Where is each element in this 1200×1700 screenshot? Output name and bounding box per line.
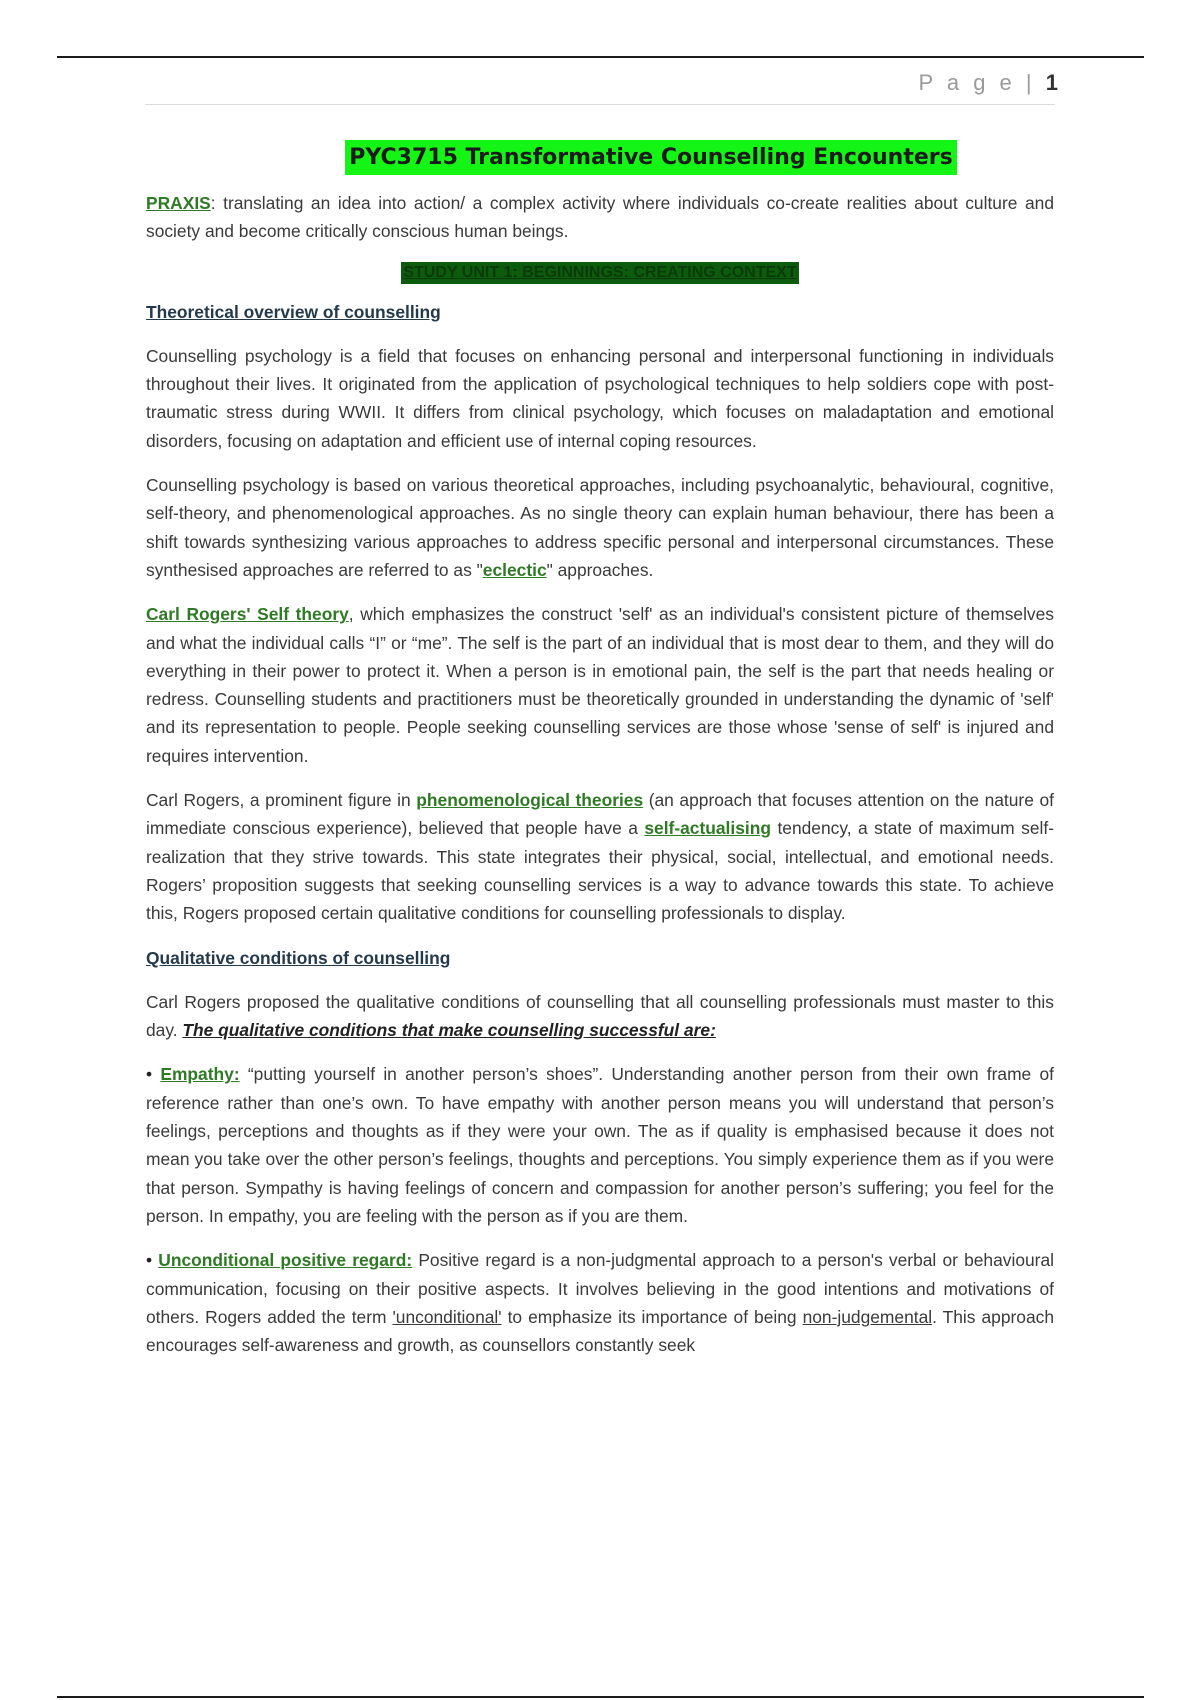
praxis-text: : translating an idea into action/ a complex activity where individuals co-create realities about culture and society and become critically conscious human beings. xyxy=(146,193,1054,242)
text-span: , which emphasizes the construct 'self' as an individual's consistent picture of themselves and what the individual calls “I” or “me”. The self is the part of an individual that is most dear to them, and they will do everything in their power to protect it. When a person is in emotional pain, the self is the part that needs healing or redress. Counselling students and practitioners must be theoretically grounded in understanding the dynamic of 'self' and its representation to people. People seeking counselling services are those whose 'sense of self' is injured and requires intervention. xyxy=(146,604,1054,766)
page-label: P a g e xyxy=(918,70,1016,95)
page-number-value: 1 xyxy=(1045,70,1058,95)
text-span: . This approach encourages self-awareness and growth, as counsellors constantly seek xyxy=(146,1306,1054,1356)
section-heading-conditions xyxy=(146,944,1054,972)
eclectic-term: eclectic xyxy=(482,559,547,580)
study-unit-heading: STUDY UNIT 1: BEGINNINGS: CREATING CONTEXT xyxy=(401,262,798,284)
study-unit-container xyxy=(146,262,1054,284)
section-heading-theory xyxy=(146,298,1054,326)
praxis-paragraph xyxy=(146,189,1054,246)
conditions-emphasis: The qualitative conditions that make counselling successful are: xyxy=(182,1020,716,1041)
paragraph-empathy xyxy=(146,1060,1054,1230)
self-theory-term: Carl Rogers' Self theory xyxy=(146,604,349,625)
text-span: (an approach that focuses attention on the nature of immediate conscious experience), believed that people have a xyxy=(146,790,1054,839)
paragraph-self-theory xyxy=(146,600,1054,770)
document-title: PYC3715 Transformative Counselling Encounters xyxy=(345,140,956,175)
text-span: " approaches. xyxy=(546,559,654,580)
praxis-term: PRAXIS xyxy=(146,193,211,213)
unconditional-term: 'unconditional' xyxy=(392,1306,502,1327)
paragraph-phenomenological xyxy=(146,786,1054,927)
text-span: Positive regard is a non-judgmental approach to a person's verbal or behavioural communication, focusing on their positive aspects. It involves believing in the good intentions and motivations of others. Rogers added the term xyxy=(146,1250,1054,1327)
text-span: Carl Rogers proposed the qualitative conditions of counselling that all counselling professionals must master to this day. xyxy=(146,991,1054,1041)
paragraph-unconditional-positive-regard xyxy=(146,1246,1054,1359)
empathy-term: Empathy: xyxy=(160,1064,240,1085)
text-span: Counselling psychology is based on various theoretical approaches, including psychoanalytic, behavioural, cognitive, self-theory, and phenomenological approaches. As no single theory can explain human behaviour, there has been a shift towards synthesizing various approaches to address specific personal and interpersonal circumstances. These synthesised approaches are referred to as " xyxy=(146,475,1054,580)
document-body xyxy=(146,140,1054,1375)
text-span: “putting yourself in another person’s shoes”. Understanding another person from their own frame of reference rather than one’s own. To have empathy with another person means you will understand that person’s feelings, perceptions and thoughts as if they were your own. The as if quality is emphasised because it does not mean you take over the other person’s feelings, thoughts and perceptions. You simply experience them as if you were that person. Sympathy is having feelings of concern and compassion for another person’s suffering; you feel for the person. In empathy, you are feeling with the person as if you are them. xyxy=(146,1064,1054,1226)
non-judgemental-term: non-judgemental xyxy=(802,1306,933,1327)
page-separator: | xyxy=(1015,70,1046,95)
paragraph-approaches xyxy=(146,471,1054,584)
top-rule xyxy=(57,56,1144,58)
title-container xyxy=(340,140,962,175)
upr-term: Unconditional positive regard: xyxy=(158,1250,413,1271)
section-heading-text: Theoretical overview of counselling xyxy=(146,301,441,322)
text-span: tendency, a state of maximum self-realization that they strive towards. This state integrates their physical, social, intellectual, and emotional needs. Rogers’ proposition suggests that seeking counselling services is a way to advance towards this state. To achieve this, Rogers proposed certain qualitative conditions for counselling professionals to display. xyxy=(146,818,1054,924)
phenomenological-term: phenomenological theories xyxy=(416,790,644,811)
text-span: Carl Rogers, a prominent figure in xyxy=(146,790,417,811)
bullet: • xyxy=(146,1250,153,1271)
text-span: to emphasize its importance of being xyxy=(501,1306,803,1327)
section-heading-text: Qualitative conditions of counselling xyxy=(146,947,451,968)
bottom-rule xyxy=(57,1696,1144,1698)
self-actualising-term: self-actualising xyxy=(644,818,771,839)
paragraph-counselling-psychology: Counselling psychology is a field that focuses on enhancing personal and interpersonal functioning in individuals throughout their lives. It originated from the application of psychological techniques to help soldiers cope with post-traumatic stress during WWII. It differs from clinical psychology, which focuses on maladaptation and emotional disorders, focusing on adaptation and efficient use of internal coping resources. xyxy=(146,345,1054,451)
header-divider xyxy=(145,104,1055,105)
bullet: • xyxy=(146,1064,153,1085)
paragraph-conditions-intro xyxy=(146,988,1054,1045)
page-number xyxy=(918,70,1058,96)
